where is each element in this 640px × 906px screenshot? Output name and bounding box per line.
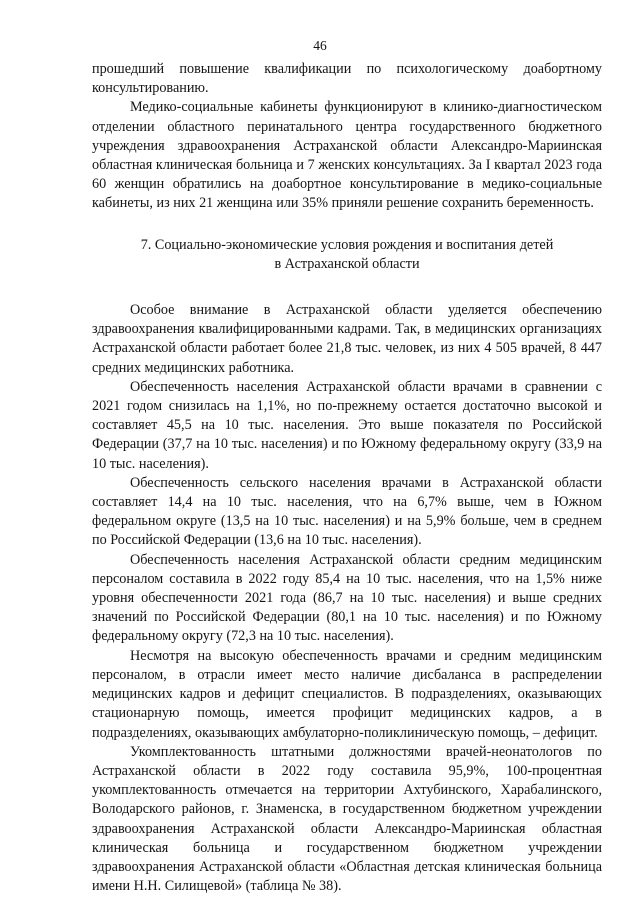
paragraph-neonatologists: Укомплектованность штатными должностями врачей-неонатологов по Астраханской области в 2022 году составила 95,9%, 100-процентная укомплектованность отмечается на территории Ахтубинского, Харабалинского, Володарского районов, г. Знаменска, в государственном бюджетном учреждении здравоохранения Астраханской области Александро-Мариинская областная клиническая больница и государственном бюджетном учреждении здравоохранения Астраханской области «Областная детская клиническая больница имени Н.Н. Силищевой» (таблица № 38).: [92, 743, 602, 895]
section-title-line-2: в Астраханской области: [274, 255, 420, 272]
section-title-line-1: 7. Социально-экономические условия рождения и воспитания детей: [140, 236, 554, 253]
paragraph-rural-provision: Обеспеченность сельского населения врачами в Астраханской области составляет 14,4 на 10 тыс. населения, что на 6,7% выше, чем в Южном федеральном округе (13,5 на 10 тыс. населения) и на 5,9% больше, чем в среднем по Российской Федерации (13,6 на 10 тыс. населения).: [92, 474, 602, 549]
paragraph-doctor-provision: Обеспеченность населения Астраханской области врачами в сравнении с 2021 годом снизилась на 1,1%, но по-прежнему остается достаточно высокой и составляет 45,5 на 10 тыс. населения. Это выше показателя по Российской Федерации (37,7 на 10 тыс. населения) и по Южному федеральному округу (33,9 на 10 тыс. населения).: [92, 378, 602, 472]
section-heading: [92, 236, 602, 274]
paragraph-nursing-provision: Обеспеченность населения Астраханской области средним медицинским персоналом составила в 2022 году 85,4 на 10 тыс. населения, что на 1,5% ниже уровня обеспеченности 2021 года (86,7 на 10 тыс. населения) и выше средних значений по Российской Федерации (80,1 на 10 тыс. населения) и по Южному федеральному округу (72,3 на 10 тыс. населения).: [92, 551, 602, 645]
page-number: 46: [313, 38, 327, 53]
paragraph-staffing: Особое внимание в Астраханской области уделяется обеспечению здравоохранения квалифицированными кадрами. Так, в медицинских организациях Астраханской области работает более 21,8 тыс. человек, из них 4 505 врачей, 8 447 средних медицинских работника.: [92, 302, 602, 376]
paragraph-medical-social-rooms: Медико-социальные кабинеты функционируют в клинико-диагностическом отделении областного перинатального центра государственного бюджетного учреждения здравоохранения Астраханской области Александро-Мариинская областная клиническая больница и 7 женских консультациях. За I квартал 2023 года 60 женщин обратились на доабортное консультирование в медико-социальные кабинеты, из них 21 женщина или 35% приняли решение сохранить беременность.: [92, 99, 602, 212]
paragraph-continued: прошедший повышение квалификации по психологическому доабортному консультированию.: [92, 61, 602, 97]
document-body: [92, 60, 602, 896]
paragraph-imbalance: Несмотря на высокую обеспеченность врачами и средним медицинским персоналом, в отрасли имеет место наличие дисбаланса в распределении медицинских кадров и дефицит специалистов. В подразделениях, оказывающих стационарную помощь, имеется профицит медицинских кадров, а в подразделениях, оказывающих амбулаторно-поликлиническую помощь, – дефицит.: [92, 647, 602, 741]
